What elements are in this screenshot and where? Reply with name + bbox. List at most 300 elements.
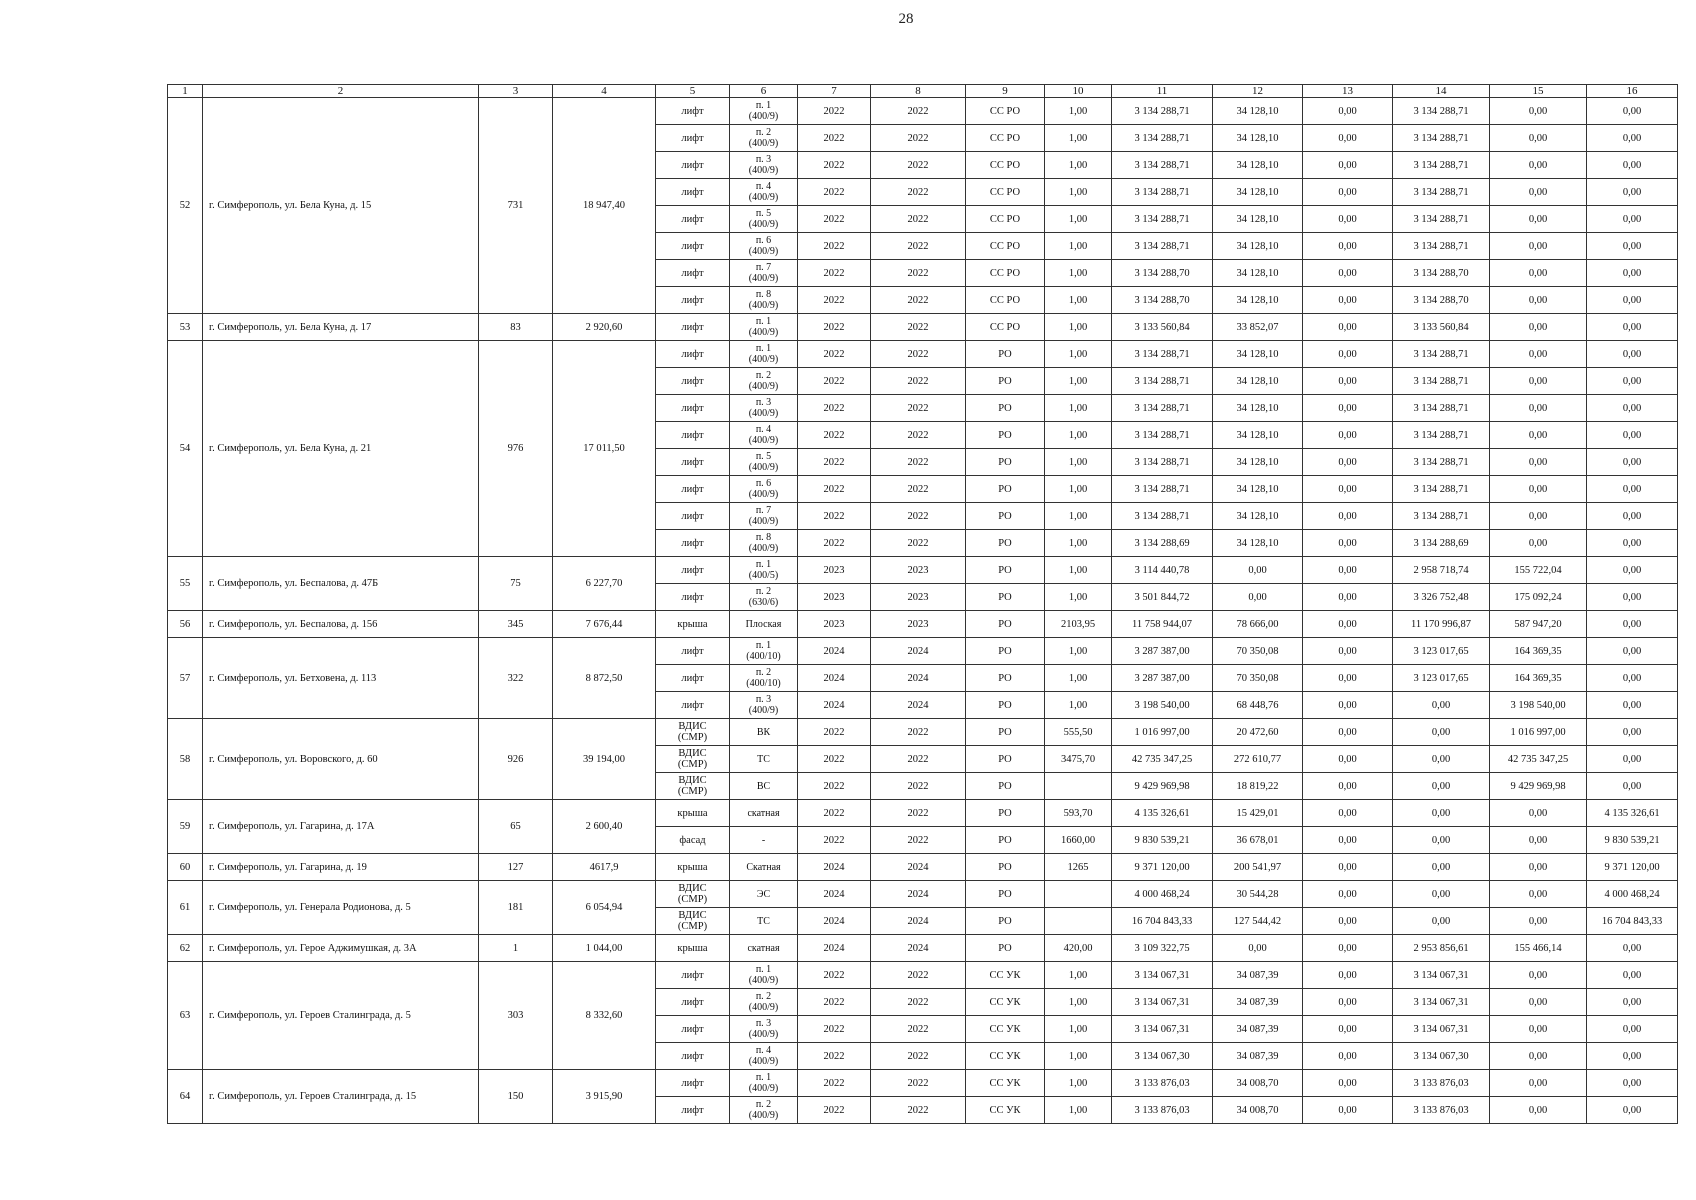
cell-col-15: 155 722,04 [1490, 557, 1587, 584]
cell-col-12: 34 128,10 [1213, 152, 1303, 179]
cell-col-9: РО [966, 854, 1045, 881]
cell-col-11: 9 830 539,21 [1112, 827, 1213, 854]
cell-col-9: РО [966, 611, 1045, 638]
cell-col-13: 0,00 [1303, 1097, 1393, 1124]
cell-col-7: 2022 [798, 1043, 871, 1070]
cell-col-6: п. 3 (400/9) [730, 1016, 798, 1043]
cell-col-13: 0,00 [1303, 584, 1393, 611]
cell-col-13: 0,00 [1303, 638, 1393, 665]
cell-col-8: 2022 [871, 530, 966, 557]
cell-col-8: 2022 [871, 179, 966, 206]
cell-col-16: 0,00 [1587, 584, 1678, 611]
cell-col-14: 3 134 067,31 [1393, 962, 1490, 989]
cell-col-16: 0,00 [1587, 746, 1678, 773]
row-number-cell: 57 [168, 638, 203, 719]
cell-col-14: 3 134 288,71 [1393, 368, 1490, 395]
col-3-cell: 150 [479, 1070, 553, 1124]
cell-col-8: 2022 [871, 152, 966, 179]
cell-col-14: 3 133 876,03 [1393, 1097, 1490, 1124]
cell-col-15: 0,00 [1490, 98, 1587, 125]
cell-col-6: п. 7 (400/9) [730, 503, 798, 530]
cell-col-7: 2022 [798, 125, 871, 152]
cell-col-5: крыша [656, 800, 730, 827]
cell-col-11: 3 134 288,71 [1112, 476, 1213, 503]
cell-col-15: 0,00 [1490, 503, 1587, 530]
cell-col-12: 34 087,39 [1213, 989, 1303, 1016]
cell-col-13: 0,00 [1303, 665, 1393, 692]
table-row [168, 314, 1678, 341]
address-cell: г. Симферополь, ул. Беспалова, д. 47Б [203, 557, 479, 611]
cell-col-13: 0,00 [1303, 827, 1393, 854]
cell-col-16: 0,00 [1587, 341, 1678, 368]
column-header: 13 [1303, 85, 1393, 98]
address-cell: г. Симферополь, ул. Героев Сталинграда, д. 15 [203, 1070, 479, 1124]
cell-col-11: 3 134 288,71 [1112, 98, 1213, 125]
cell-col-12: 30 544,28 [1213, 881, 1303, 908]
cell-col-12: 78 666,00 [1213, 611, 1303, 638]
cell-col-7: 2022 [798, 719, 871, 746]
cell-col-6: ЭС [730, 881, 798, 908]
cell-col-14: 3 134 288,71 [1393, 476, 1490, 503]
cell-col-10: 1,00 [1045, 287, 1112, 314]
cell-col-13: 0,00 [1303, 314, 1393, 341]
cell-col-8: 2023 [871, 557, 966, 584]
page-number: 28 [898, 11, 914, 27]
cell-col-9: СС УК [966, 1016, 1045, 1043]
cell-col-5: лифт [656, 1043, 730, 1070]
cell-col-12: 20 472,60 [1213, 719, 1303, 746]
cell-col-5: лифт [656, 422, 730, 449]
cell-col-11: 3 501 844,72 [1112, 584, 1213, 611]
cell-col-10: 1,00 [1045, 422, 1112, 449]
cell-col-8: 2022 [871, 800, 966, 827]
cell-col-5: лифт [656, 962, 730, 989]
cell-col-9: СС УК [966, 989, 1045, 1016]
cell-col-8: 2022 [871, 503, 966, 530]
cell-col-6: п. 1 (400/5) [730, 557, 798, 584]
cell-col-10: 1,00 [1045, 503, 1112, 530]
cell-col-13: 0,00 [1303, 881, 1393, 908]
cell-col-15: 1 016 997,00 [1490, 719, 1587, 746]
cell-col-12: 34 087,39 [1213, 962, 1303, 989]
address-cell: г. Симферополь, ул. Беспалова, д. 156 [203, 611, 479, 638]
cell-col-5: лифт [656, 530, 730, 557]
cell-col-11: 3 134 288,71 [1112, 341, 1213, 368]
table-body [168, 98, 1678, 1124]
cell-col-16: 0,00 [1587, 1043, 1678, 1070]
cell-col-13: 0,00 [1303, 476, 1393, 503]
cell-col-12: 18 819,22 [1213, 773, 1303, 800]
cell-col-8: 2022 [871, 287, 966, 314]
cell-col-12: 0,00 [1213, 935, 1303, 962]
cell-col-14: 3 134 288,71 [1393, 179, 1490, 206]
cell-col-7: 2022 [798, 314, 871, 341]
cell-col-11: 3 134 288,71 [1112, 422, 1213, 449]
cell-col-12: 0,00 [1213, 557, 1303, 584]
column-header: 5 [656, 85, 730, 98]
column-header: 9 [966, 85, 1045, 98]
col-4-cell: 8 872,50 [553, 638, 656, 719]
cell-col-7: 2022 [798, 1070, 871, 1097]
cell-col-8: 2022 [871, 449, 966, 476]
cell-col-9: РО [966, 908, 1045, 935]
cell-col-14: 0,00 [1393, 854, 1490, 881]
cell-col-9: РО [966, 476, 1045, 503]
cell-col-12: 34 128,10 [1213, 368, 1303, 395]
cell-col-9: РО [966, 368, 1045, 395]
cell-col-15: 164 369,35 [1490, 638, 1587, 665]
cell-col-12: 34 128,10 [1213, 287, 1303, 314]
cell-col-10: 3475,70 [1045, 746, 1112, 773]
cell-col-16: 9 371 120,00 [1587, 854, 1678, 881]
cell-col-15: 3 198 540,00 [1490, 692, 1587, 719]
cell-col-11: 3 134 288,71 [1112, 125, 1213, 152]
col-3-cell: 1 [479, 935, 553, 962]
cell-col-12: 34 128,10 [1213, 422, 1303, 449]
cell-col-13: 0,00 [1303, 1016, 1393, 1043]
cell-col-8: 2024 [871, 881, 966, 908]
cell-col-14: 0,00 [1393, 827, 1490, 854]
cell-col-16: 0,00 [1587, 125, 1678, 152]
cell-col-15: 0,00 [1490, 422, 1587, 449]
table-row [168, 800, 1678, 827]
cell-col-11: 3 134 288,71 [1112, 233, 1213, 260]
table-row [168, 719, 1678, 746]
row-number-cell: 53 [168, 314, 203, 341]
column-header: 2 [203, 85, 479, 98]
cell-col-11: 3 134 288,71 [1112, 503, 1213, 530]
cell-col-16: 0,00 [1587, 1016, 1678, 1043]
column-header: 10 [1045, 85, 1112, 98]
cell-col-9: СС УК [966, 1070, 1045, 1097]
cell-col-10 [1045, 908, 1112, 935]
cell-col-13: 0,00 [1303, 260, 1393, 287]
cell-col-6: п. 2 (400/9) [730, 1097, 798, 1124]
cell-col-10: 1,00 [1045, 989, 1112, 1016]
col-3-cell: 75 [479, 557, 553, 611]
address-cell: г. Симферополь, ул. Герое Аджимушкая, д. 3А [203, 935, 479, 962]
cell-col-5: крыша [656, 935, 730, 962]
cell-col-7: 2024 [798, 908, 871, 935]
cell-col-9: СС УК [966, 1043, 1045, 1070]
cell-col-13: 0,00 [1303, 746, 1393, 773]
cell-col-6: п. 2 (630/6) [730, 584, 798, 611]
cell-col-15: 0,00 [1490, 206, 1587, 233]
cell-col-9: РО [966, 827, 1045, 854]
cell-col-15: 0,00 [1490, 179, 1587, 206]
cell-col-8: 2022 [871, 314, 966, 341]
cell-col-14: 3 134 067,31 [1393, 1016, 1490, 1043]
cell-col-13: 0,00 [1303, 341, 1393, 368]
cell-col-15: 0,00 [1490, 1016, 1587, 1043]
cell-col-9: РО [966, 422, 1045, 449]
cell-col-5: лифт [656, 989, 730, 1016]
cell-col-14: 3 134 288,70 [1393, 287, 1490, 314]
cell-col-5: лифт [656, 1070, 730, 1097]
cell-col-11: 3 109 322,75 [1112, 935, 1213, 962]
cell-col-11: 3 134 067,31 [1112, 962, 1213, 989]
col-4-cell: 4617,9 [553, 854, 656, 881]
cell-col-15: 9 429 969,98 [1490, 773, 1587, 800]
col-4-cell: 8 332,60 [553, 962, 656, 1070]
cell-col-12: 200 541,97 [1213, 854, 1303, 881]
cell-col-12: 34 128,10 [1213, 206, 1303, 233]
cell-col-15: 164 369,35 [1490, 665, 1587, 692]
cell-col-9: СС РО [966, 206, 1045, 233]
cell-col-15: 0,00 [1490, 962, 1587, 989]
table-row [168, 854, 1678, 881]
cell-col-5: ВДИС (СМР) [656, 719, 730, 746]
cell-col-16: 4 000 468,24 [1587, 881, 1678, 908]
col-3-cell: 127 [479, 854, 553, 881]
cell-col-14: 0,00 [1393, 908, 1490, 935]
cell-col-16: 0,00 [1587, 287, 1678, 314]
cell-col-7: 2022 [798, 98, 871, 125]
cell-col-15: 42 735 347,25 [1490, 746, 1587, 773]
cell-col-13: 0,00 [1303, 1070, 1393, 1097]
cell-col-8: 2022 [871, 1097, 966, 1124]
cell-col-16: 0,00 [1587, 395, 1678, 422]
cell-col-8: 2022 [871, 341, 966, 368]
cell-col-5: лифт [656, 341, 730, 368]
cell-col-12: 34 128,10 [1213, 125, 1303, 152]
cell-col-7: 2023 [798, 584, 871, 611]
cell-col-11: 3 134 288,71 [1112, 368, 1213, 395]
cell-col-13: 0,00 [1303, 287, 1393, 314]
cell-col-6: п. 7 (400/9) [730, 260, 798, 287]
cell-col-9: СС РО [966, 152, 1045, 179]
cell-col-5: лифт [656, 368, 730, 395]
cell-col-12: 34 087,39 [1213, 1043, 1303, 1070]
cell-col-6: п. 2 (400/9) [730, 989, 798, 1016]
cell-col-10: 1,00 [1045, 449, 1112, 476]
column-header: 4 [553, 85, 656, 98]
cell-col-7: 2022 [798, 287, 871, 314]
row-number-cell: 62 [168, 935, 203, 962]
cell-col-7: 2023 [798, 611, 871, 638]
cell-col-10: 2103,95 [1045, 611, 1112, 638]
cell-col-10: 1660,00 [1045, 827, 1112, 854]
cell-col-7: 2022 [798, 746, 871, 773]
cell-col-12: 0,00 [1213, 584, 1303, 611]
cell-col-16: 0,00 [1587, 98, 1678, 125]
cell-col-6: п. 1 (400/10) [730, 638, 798, 665]
cell-col-9: РО [966, 773, 1045, 800]
cell-col-7: 2022 [798, 530, 871, 557]
col-3-cell: 83 [479, 314, 553, 341]
cell-col-10: 1,00 [1045, 530, 1112, 557]
cell-col-13: 0,00 [1303, 152, 1393, 179]
cell-col-10 [1045, 773, 1112, 800]
cell-col-5: лифт [656, 152, 730, 179]
cell-col-6: п. 3 (400/9) [730, 395, 798, 422]
cell-col-8: 2022 [871, 1016, 966, 1043]
cell-col-6: п. 6 (400/9) [730, 476, 798, 503]
row-number-cell: 63 [168, 962, 203, 1070]
cell-col-16: 0,00 [1587, 314, 1678, 341]
cell-col-10: 593,70 [1045, 800, 1112, 827]
address-cell: г. Симферополь, ул. Бела Куна, д. 17 [203, 314, 479, 341]
cell-col-13: 0,00 [1303, 98, 1393, 125]
cell-col-14: 3 133 876,03 [1393, 1070, 1490, 1097]
column-header: 3 [479, 85, 553, 98]
cell-col-5: лифт [656, 476, 730, 503]
cell-col-8: 2022 [871, 476, 966, 503]
cell-col-6: п. 8 (400/9) [730, 287, 798, 314]
cell-col-14: 3 134 288,69 [1393, 530, 1490, 557]
cell-col-8: 2022 [871, 206, 966, 233]
table-row [168, 341, 1678, 368]
cell-col-5: лифт [656, 1016, 730, 1043]
cell-col-11: 3 134 067,31 [1112, 1016, 1213, 1043]
cell-col-8: 2024 [871, 935, 966, 962]
cell-col-12: 34 008,70 [1213, 1097, 1303, 1124]
cell-col-13: 0,00 [1303, 422, 1393, 449]
col-4-cell: 17 011,50 [553, 341, 656, 557]
cell-col-9: СС РО [966, 287, 1045, 314]
column-header: 16 [1587, 85, 1678, 98]
cell-col-16: 0,00 [1587, 989, 1678, 1016]
cell-col-8: 2022 [871, 368, 966, 395]
cell-col-14: 2 958 718,74 [1393, 557, 1490, 584]
cell-col-6: п. 4 (400/9) [730, 1043, 798, 1070]
cell-col-11: 3 134 288,71 [1112, 395, 1213, 422]
cell-col-9: РО [966, 584, 1045, 611]
cell-col-11: 3 134 288,70 [1112, 260, 1213, 287]
cell-col-11: 4 135 326,61 [1112, 800, 1213, 827]
row-number-cell: 64 [168, 1070, 203, 1124]
table-row [168, 881, 1678, 908]
column-header: 11 [1112, 85, 1213, 98]
cell-col-12: 70 350,08 [1213, 665, 1303, 692]
cell-col-7: 2024 [798, 692, 871, 719]
cell-col-9: РО [966, 395, 1045, 422]
cell-col-15: 0,00 [1490, 1070, 1587, 1097]
cell-col-8: 2024 [871, 854, 966, 881]
cell-col-8: 2022 [871, 1070, 966, 1097]
cell-col-9: РО [966, 449, 1045, 476]
table-header [168, 85, 1678, 98]
cell-col-16: 0,00 [1587, 233, 1678, 260]
cell-col-7: 2022 [798, 1016, 871, 1043]
cell-col-11: 9 371 120,00 [1112, 854, 1213, 881]
cell-col-5: ВДИС (СМР) [656, 773, 730, 800]
cell-col-12: 34 128,10 [1213, 395, 1303, 422]
cell-col-16: 0,00 [1587, 557, 1678, 584]
cell-col-14: 0,00 [1393, 800, 1490, 827]
cell-col-9: РО [966, 881, 1045, 908]
cell-col-13: 0,00 [1303, 395, 1393, 422]
cell-col-10: 1,00 [1045, 584, 1112, 611]
cell-col-13: 0,00 [1303, 908, 1393, 935]
cell-col-9: РО [966, 557, 1045, 584]
cell-col-6: Плоская [730, 611, 798, 638]
address-cell: г. Симферополь, ул. Гагарина, д. 19 [203, 854, 479, 881]
cell-col-8: 2022 [871, 1043, 966, 1070]
cell-col-14: 3 326 752,48 [1393, 584, 1490, 611]
row-number-cell: 58 [168, 719, 203, 800]
cell-col-6: п. 1 (400/9) [730, 98, 798, 125]
cell-col-7: 2022 [798, 1097, 871, 1124]
cell-col-10: 1265 [1045, 854, 1112, 881]
cell-col-15: 0,00 [1490, 152, 1587, 179]
cell-col-11: 3 134 288,71 [1112, 449, 1213, 476]
cell-col-7: 2024 [798, 665, 871, 692]
cell-col-14: 3 134 288,71 [1393, 152, 1490, 179]
table-row [168, 638, 1678, 665]
cell-col-7: 2022 [798, 179, 871, 206]
cell-col-16: 0,00 [1587, 503, 1678, 530]
cell-col-10: 1,00 [1045, 557, 1112, 584]
cell-col-14: 3 123 017,65 [1393, 665, 1490, 692]
cell-col-5: лифт [656, 287, 730, 314]
cell-col-16: 0,00 [1587, 260, 1678, 287]
cell-col-8: 2022 [871, 989, 966, 1016]
cell-col-13: 0,00 [1303, 206, 1393, 233]
cell-col-5: крыша [656, 611, 730, 638]
cell-col-14: 3 134 288,71 [1393, 233, 1490, 260]
cell-col-15: 0,00 [1490, 1097, 1587, 1124]
col-4-cell: 39 194,00 [553, 719, 656, 800]
cell-col-9: РО [966, 503, 1045, 530]
cell-col-15: 0,00 [1490, 908, 1587, 935]
cell-col-15: 0,00 [1490, 827, 1587, 854]
cell-col-16: 0,00 [1587, 719, 1678, 746]
cell-col-5: лифт [656, 314, 730, 341]
cell-col-11: 3 134 288,71 [1112, 152, 1213, 179]
cell-col-10: 1,00 [1045, 692, 1112, 719]
cell-col-7: 2022 [798, 800, 871, 827]
cell-col-13: 0,00 [1303, 989, 1393, 1016]
cell-col-8: 2022 [871, 746, 966, 773]
table-row [168, 611, 1678, 638]
cell-col-14: 3 134 067,30 [1393, 1043, 1490, 1070]
col-4-cell: 2 600,40 [553, 800, 656, 854]
row-number-cell: 60 [168, 854, 203, 881]
col-3-cell: 731 [479, 98, 553, 314]
cell-col-5: лифт [656, 125, 730, 152]
cell-col-10: 1,00 [1045, 314, 1112, 341]
cell-col-15: 0,00 [1490, 395, 1587, 422]
column-header: 1 [168, 85, 203, 98]
cell-col-8: 2024 [871, 638, 966, 665]
cell-col-10: 1,00 [1045, 179, 1112, 206]
cell-col-6: п. 1 (400/9) [730, 962, 798, 989]
row-number-cell: 59 [168, 800, 203, 854]
cell-col-9: РО [966, 530, 1045, 557]
cell-col-8: 2023 [871, 611, 966, 638]
cell-col-13: 0,00 [1303, 503, 1393, 530]
cell-col-10: 1,00 [1045, 260, 1112, 287]
cell-col-10: 1,00 [1045, 638, 1112, 665]
col-4-cell: 18 947,40 [553, 98, 656, 314]
cell-col-14: 3 134 288,71 [1393, 449, 1490, 476]
cell-col-5: лифт [656, 260, 730, 287]
cell-col-9: РО [966, 341, 1045, 368]
cell-col-10: 1,00 [1045, 206, 1112, 233]
column-header: 6 [730, 85, 798, 98]
cell-col-7: 2022 [798, 206, 871, 233]
cell-col-16: 0,00 [1587, 152, 1678, 179]
cell-col-15: 0,00 [1490, 476, 1587, 503]
cell-col-7: 2022 [798, 773, 871, 800]
cell-col-14: 3 134 288,71 [1393, 98, 1490, 125]
cell-col-13: 0,00 [1303, 719, 1393, 746]
cell-col-9: РО [966, 692, 1045, 719]
cell-col-5: лифт [656, 206, 730, 233]
cell-col-11: 3 134 067,30 [1112, 1043, 1213, 1070]
cell-col-15: 0,00 [1490, 989, 1587, 1016]
